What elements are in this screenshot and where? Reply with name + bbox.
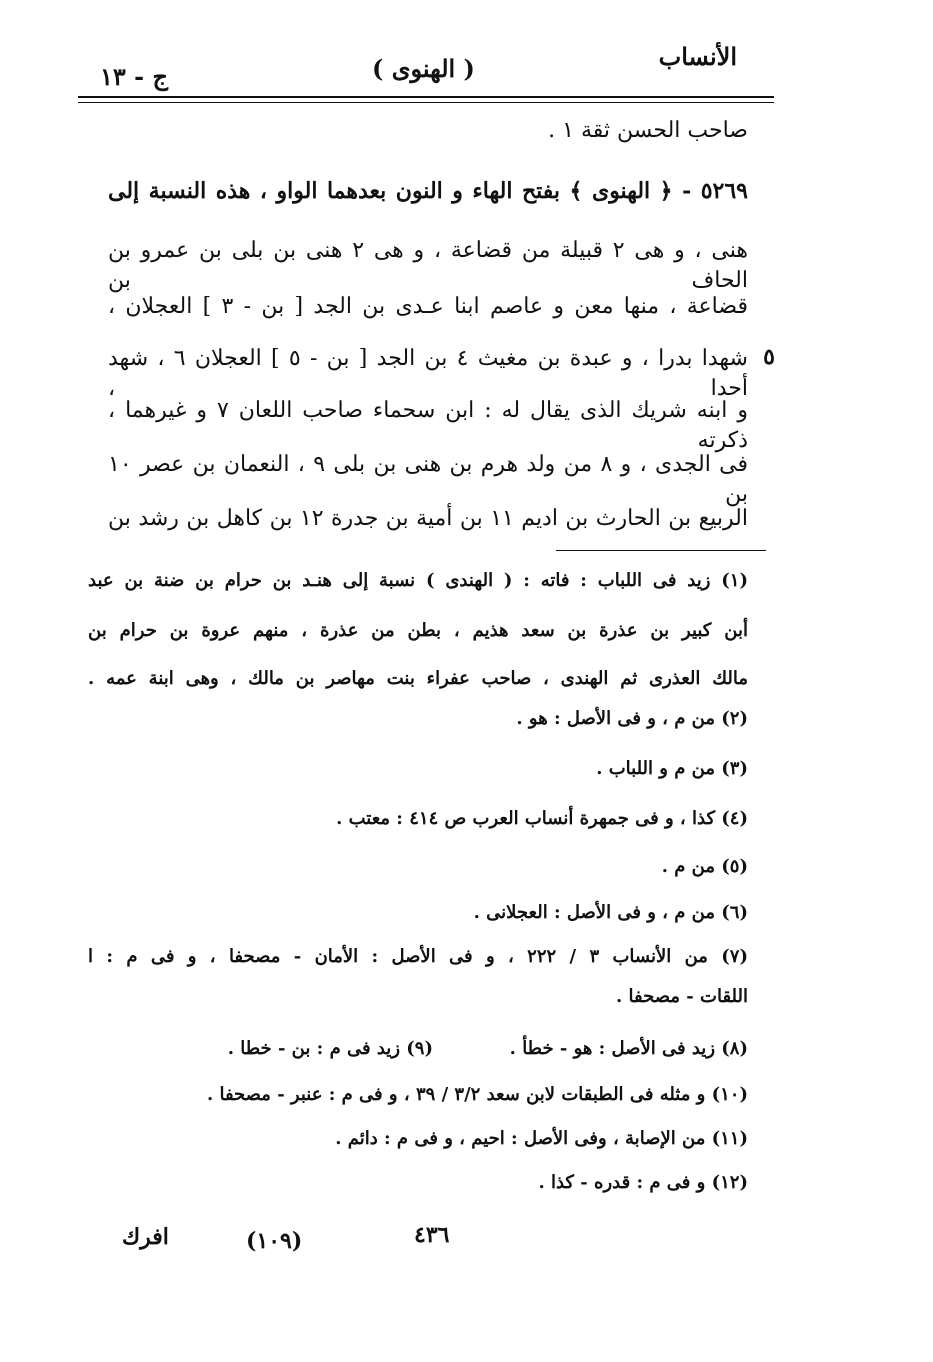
footnote-line: (٦) من م ، و فى الأصل : العجلانى .	[473, 902, 748, 923]
running-header-title: الأنساب	[658, 42, 737, 71]
main-text-line: صاحب الحسن ثقة ١ .	[548, 118, 748, 143]
header-rule-thin	[78, 102, 774, 103]
main-text-line: الربيع بن الحارث بن اديم ١١ بن أمية بن جدرة ١٢ بن كاهل بن رشد بن	[108, 506, 748, 531]
main-text-line: هنى ، و هى ٢ قبيلة من قضاعة ، و هى ٢ هنى بن بلى بن عمرو بن الحاف بن	[108, 238, 748, 293]
footnote-line: (١٢) و فى م : قدره - كذا .	[538, 1172, 748, 1193]
footnote-line: (٣) من م و اللباب .	[596, 758, 748, 779]
entry-heading-line: ٥٢٦٩ - ﴿ الهنوى ﴾ بفتح الهاء و النون بعدهما الواو ، هذه النسبة إلى	[108, 178, 748, 204]
footnote-separator	[556, 550, 766, 551]
page-number: ٤٣٦	[414, 1222, 450, 1248]
footnote-line: (٨) زيد فى الأصل : هو - خطأ .	[509, 1038, 748, 1059]
footer-signature-mark: افرك	[122, 1224, 169, 1250]
main-text-line: فى الجدى ، و ٨ من ولد هرم بن هنى بن بلى ٩ ، النعمان بن عصر ١٠ بن	[108, 452, 748, 507]
footer-sheet-number: (١٠٩)	[246, 1228, 303, 1254]
line-number-marker: ٥	[763, 344, 775, 370]
running-header-center: ( الهنوى )	[372, 54, 475, 83]
main-text-line: قضاعة ، منها معن و عاصم ابنا عـدى بن الجد [ بن - ٣ ] العجلان ،	[108, 294, 748, 319]
footnote-line: اللقات - مصحفا .	[616, 986, 748, 1007]
footnote-line: (٤) كذا ، و فى جمهرة أنساب العرب ص ٤١٤ : معتب .	[336, 808, 748, 829]
footnote-line: (٧) من الأنساب ٣ / ٢٢٢ ، و فى الأصل : الأمان - مصحفا ، و فى م : ا	[88, 946, 748, 967]
main-text-line: شهدا بدرا ، و عبدة بن مغيث ٤ بن الجد [ بن - ٥ ] العجلان ٦ ، شهد أحدا ،	[108, 346, 748, 401]
footnote-line: مالك العذرى ثم الهندى ، صاحب عفراء بنت مهاصر بن مالك ، وهى ابنة عمه .	[88, 668, 748, 689]
footnote-line: (٢) من م ، و فى الأصل : هو .	[516, 708, 748, 729]
main-text-line: و ابنه شريك الذى يقال له : ابن سحماء صاحب اللعان ٧ و غيرهما ، ذكرته	[108, 398, 748, 453]
footnote-line: أبن كبير بن عذرة بن سعد هذيم ، بطن من عذرة ، منهم عروة بن حرام بن	[88, 620, 748, 641]
header-rule-thick	[78, 96, 774, 98]
footnote-line: (١٠) و مثله فى الطبقات لابن سعد ٣/٢ / ٣٩ ، و فى م : عنبر - مصحفا .	[206, 1084, 748, 1105]
footnote-line: (٩) زيد فى م : بن - خطا .	[227, 1038, 433, 1059]
footnote-line: (٥) من م .	[661, 856, 748, 877]
footnote-line: (١١) من الإصابة ، وفى الأصل : احيم ، و فى م : دائم .	[335, 1128, 748, 1149]
footnote-line: (١) زيد فى اللباب : فاته : ( الهندى ) نسبة إلى هنـد بن حرام بن ضنة بن عبد	[88, 570, 748, 591]
running-header-volume: ج - ١٣	[100, 62, 168, 91]
